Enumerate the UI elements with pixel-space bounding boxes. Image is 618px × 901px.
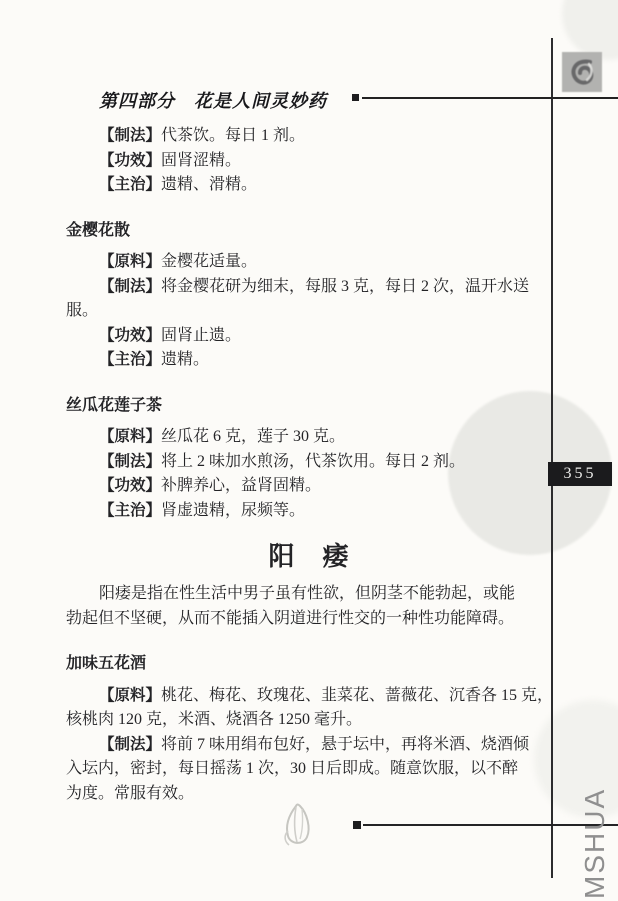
- paragraph: [66, 499, 552, 524]
- field-label: 【原料】: [99, 253, 162, 270]
- field-text: 金樱花适量。: [161, 253, 258, 270]
- field-text: 将金樱花研为细末，每服 3 克，每日 2 次，温开水送: [161, 277, 530, 295]
- field-label: 【功效】: [99, 477, 162, 494]
- section-title: 第四部分 花是人间灵妙药: [99, 91, 327, 111]
- text-line: [66, 149, 552, 174]
- flower-sketch-icon: [276, 801, 318, 851]
- field-text: 将上 2 味加水煎汤，代茶饮用。每日 2 剂。: [161, 452, 466, 470]
- condition-title: [66, 538, 552, 574]
- paragraph: [66, 324, 552, 349]
- text-line: 勃起但不坚硬，从而不能插入阴道进行性交的一种性功能障碍。: [66, 609, 515, 627]
- paragraph: [66, 450, 552, 475]
- paragraph: [66, 582, 552, 631]
- field-label: 【制法】: [99, 127, 162, 144]
- field-label: 【制法】: [99, 452, 162, 470]
- text-line: [66, 324, 552, 349]
- field-text: 将前 7 味用绢布包好，悬于坛中，再将米酒、烧酒倾: [161, 735, 530, 753]
- footer-bullet: [353, 821, 361, 829]
- paragraph: [66, 684, 552, 733]
- text-line: [66, 450, 552, 475]
- field-text: 遗精、滑精。: [161, 176, 258, 193]
- paragraph: [66, 149, 552, 174]
- field-label: 【制法】: [99, 277, 162, 295]
- field-text: 肾虚遗精，尿频等。: [161, 501, 306, 519]
- paragraph: [66, 275, 552, 324]
- field-label: 【主治】: [99, 351, 162, 368]
- text-line: 阳痿是指在性生活中男子虽有性欲，但阴茎不能勃起，或能: [99, 585, 516, 602]
- field-text: 补脾养心，益肾固精。: [161, 477, 322, 494]
- text-line: 服。: [66, 302, 99, 319]
- paragraph: [66, 733, 552, 807]
- text-line: [66, 250, 552, 275]
- leaf-swirl-icon: [562, 52, 602, 92]
- text-line: 阳 痿: [268, 541, 350, 571]
- recipe-heading: [66, 652, 552, 677]
- paragraph: [66, 173, 552, 198]
- scan-shade-circle: [562, 0, 618, 60]
- chapter-ornament: [562, 52, 602, 92]
- text-line: 加味五花酒: [66, 655, 147, 672]
- header-bullet: [352, 94, 359, 101]
- text-line: [66, 425, 552, 450]
- field-label: 【功效】: [99, 326, 162, 344]
- text-line: 核桃肉 120 克，米酒、烧酒各 1250 毫升。: [66, 711, 363, 728]
- recipe-heading: [66, 394, 552, 419]
- paragraph: [66, 250, 552, 275]
- field-label: 【原料】: [99, 686, 162, 704]
- page-number-badge: [548, 462, 612, 486]
- paragraph: [66, 124, 552, 149]
- field-text: 桃花、梅花、玫瑰花、韭菜花、蔷薇花、沉香各 15 克，: [161, 686, 554, 704]
- field-text: 固肾止遗。: [161, 326, 242, 344]
- page-content: [66, 124, 552, 806]
- field-label: 【原料】: [99, 428, 162, 445]
- field-label: 【功效】: [99, 151, 162, 169]
- field-label: 【主治】: [99, 501, 162, 519]
- text-line: [66, 684, 552, 709]
- text-line: [66, 499, 552, 524]
- text-line: 为度。常服有效。: [66, 784, 195, 802]
- text-line: [66, 474, 552, 499]
- field-label: 【制法】: [99, 735, 162, 753]
- field-label: 【主治】: [99, 176, 162, 193]
- header-rule: [362, 97, 618, 99]
- text-line: 丝瓜花莲子茶: [66, 396, 163, 414]
- paragraph: [66, 425, 552, 450]
- text-line: 金樱花散: [66, 221, 131, 239]
- paragraph: [66, 474, 552, 499]
- text-line: [66, 124, 552, 149]
- field-text: 固肾涩精。: [161, 151, 242, 169]
- paragraph: [66, 348, 552, 373]
- page-number: 355: [563, 465, 597, 482]
- watermark-text: MSHUA: [579, 787, 610, 899]
- text-line: [66, 733, 552, 758]
- text-line: [66, 275, 552, 300]
- text-line: [66, 173, 552, 198]
- field-text: 代茶饮。每日 1 剂。: [161, 127, 306, 144]
- text-line: [66, 348, 552, 373]
- text-line: 入坛内，密封，每日摇荡 1 次，30 日后即成。随意饮服，以不醉: [66, 760, 519, 777]
- recipe-heading: [66, 219, 552, 244]
- field-text: 遗精。: [161, 351, 210, 368]
- field-text: 丝瓜花 6 克，莲子 30 克。: [161, 428, 346, 445]
